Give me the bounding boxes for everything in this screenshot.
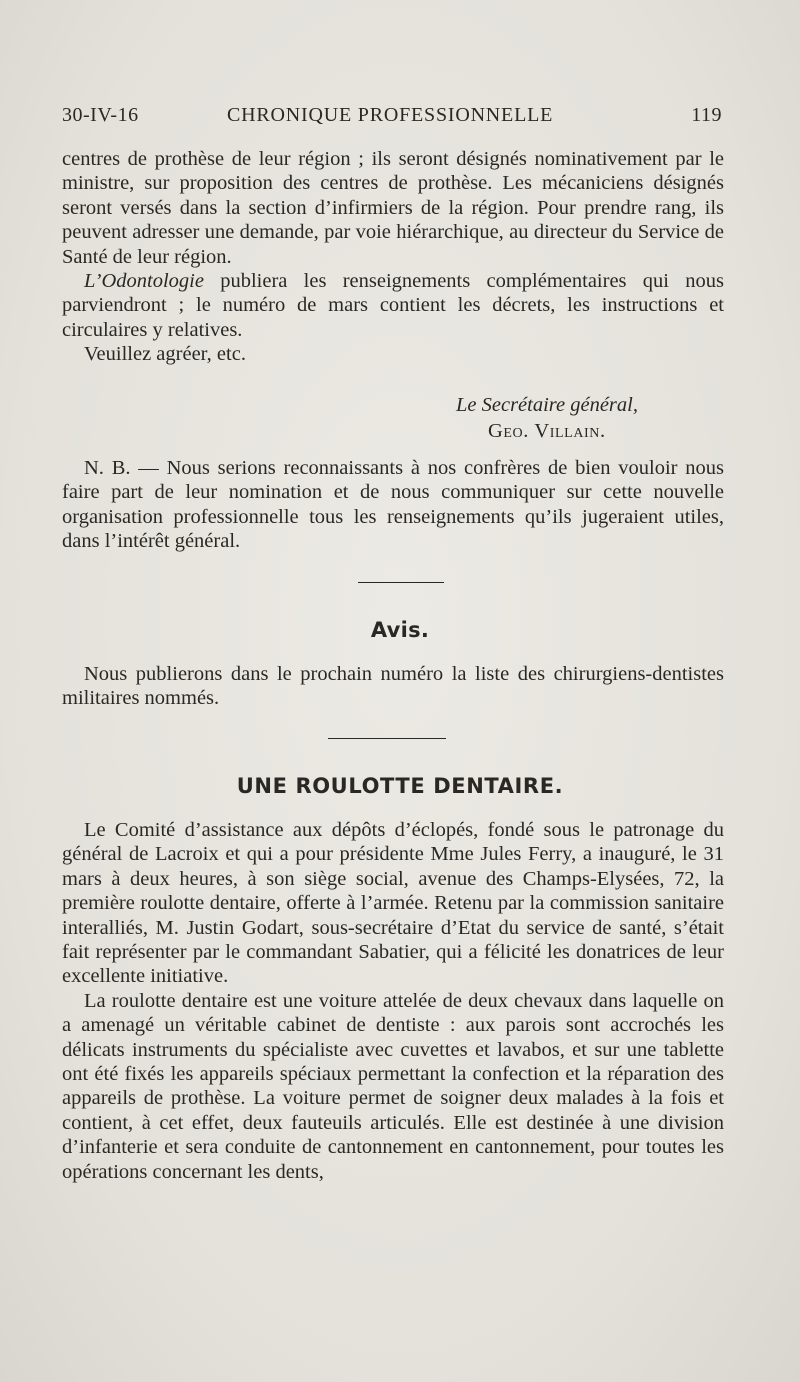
letter-body (62, 147, 724, 367)
journal-name: L’Odontologie (84, 270, 204, 293)
header-title: CHRONIQUE PROFESSIONNELLE (227, 104, 554, 126)
paragraph-journal-text: publiera les renseignements complémentaires qui nous parviendront ; le numéro de mars contient les décrets, les instructions et circulaires y relatives. (62, 270, 724, 341)
avis-block (62, 662, 724, 711)
running-header (62, 104, 722, 134)
header-date: 30-IV-16 (62, 104, 139, 126)
article-paragraph: La roulotte dentaire est une voiture attelée de deux chevaux dans laquelle on a amenagé un véritable cabinet de dentiste : aux parois sont accrochés les délicats instruments du spécialiste avec cuvettes et lavabos, et sur une tablette ont été fixés les appareils spéciaux permettant la confection et la réparation des appareils de prothèse. La voiture permet de soigner deux malades à la fois et contient, à cet effet, deux fauteuils articulés. Elle est destinée à une division d’infanterie et sera conduite de cantonnement en cantonnement, pour toutes les opérations concernant les dents, (62, 989, 724, 1183)
article-body (62, 818, 724, 1184)
page-number: 119 (691, 104, 722, 126)
avis-heading: Avis. (370, 618, 430, 642)
separator-rule (358, 582, 444, 583)
signature-title: Le Secrétaire général, (456, 394, 638, 416)
section-heading: UNE ROULOTTE DENTAIRE. (236, 774, 564, 798)
nb-note: N. B. — Nous serions reconnaissants à nos confrères de bien vouloir nous faire part de leur nomination et de nous communiquer sur cette nouvelle organisation professionnelle tous les renseignements qu’ils jugeraient utiles, dans l’intérêt général. (62, 457, 724, 553)
signature-name: Geo. Villain. (488, 420, 606, 442)
separator-rule (328, 738, 446, 739)
avis-text: Nous publierons dans le prochain numéro la liste des chirurgiens-dentistes militaires nommés. (62, 663, 724, 710)
paragraph-journal (62, 269, 724, 342)
article-paragraph: Le Comité d’assistance aux dépôts d’éclopés, fondé sous le patronage du général de Lacroix et qui a pour présidente Mme Jules Ferry, a inauguré, le 31 mars à deux heures, à son siège social, avenue des Champs-Elysées, 72, la première roulotte dentaire, offerte à l’armée. Retenu par la commission sanitaire interalliés, M. Justin Godart, sous-secrétaire d’Etat du service de santé, s’était fait représenter par le commandant Sabatier, qui a félicité les donatrices de leur excellente initiative. (62, 819, 724, 988)
paragraph-continuation: centres de prothèse de leur région ; ils seront désignés nominativement par le ministre, sur proposition des centres de prothèse. Les mécaniciens désignés seront versés dans la section d’infirmiers de la région. Pour prendre rang, ils peuvent adresser une demande, par voie hiérarchique, au directeur du Service de Santé de leur région. (62, 148, 724, 268)
nb-block (62, 456, 724, 554)
closing-line: Veuillez agréer, etc. (84, 343, 246, 366)
